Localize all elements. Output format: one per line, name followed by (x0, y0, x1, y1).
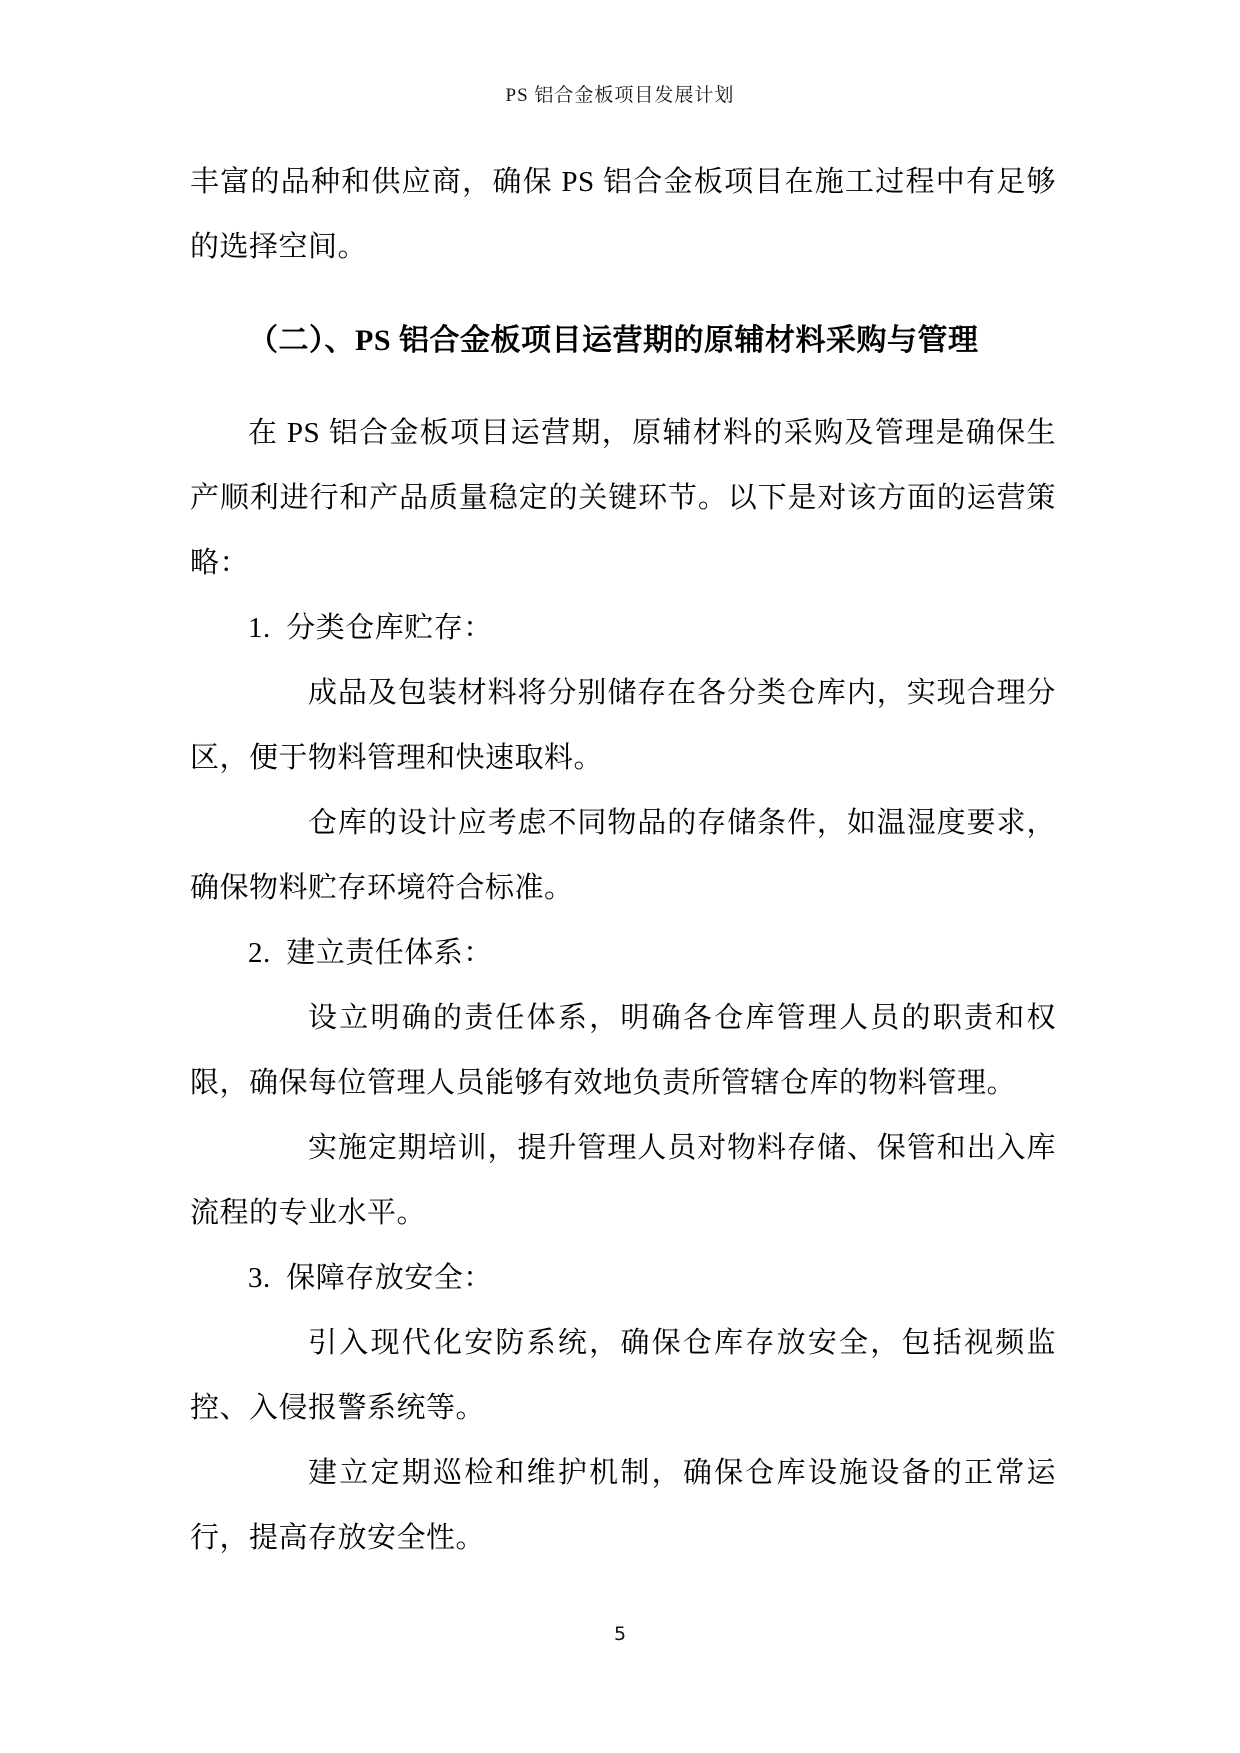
page-number: 5 (613, 1623, 627, 1645)
section-heading: （二）、PS 铝合金板项目运营期的原辅材料采购与管理 (248, 324, 979, 357)
sub-paragraph: 设立明确的责任体系，明确各仓库管理人员的职责和权限，确保每位管理人员能够有效地负责所管辖仓库的物料管理。 (190, 1002, 1056, 1099)
sub-paragraph: 仓库的设计应考虑不同物品的存储条件，如温湿度要求，确保物料贮存环境符合标准。 (190, 807, 1056, 904)
paragraph-continued: 丰富的品种和供应商，确保 PS 铝合金板项目在施工过程中有足够的选择空间。 (190, 166, 1056, 263)
numbered-item: 2. 建立责任体系： (248, 937, 493, 969)
document-header-title: PS 铝合金板项目发展计划 (505, 85, 735, 106)
sub-paragraph: 实施定期培训，提升管理人员对物料存储、保管和出入库流程的专业水平。 (190, 1132, 1056, 1229)
sub-paragraph: 引入现代化安防系统，确保仓库存放安全，包括视频监控、入侵报警系统等。 (190, 1327, 1056, 1424)
numbered-item: 1. 分类仓库贮存： (248, 612, 493, 644)
sub-paragraph: 建立定期巡检和维护机制，确保仓库设施设备的正常运行，提高存放安全性。 (190, 1457, 1056, 1554)
numbered-item: 3. 保障存放安全： (248, 1262, 493, 1294)
document-body (190, 150, 1056, 1571)
sub-paragraph: 成品及包装材料将分别储存在各分类仓库内，实现合理分区，便于物料管理和快速取料。 (190, 677, 1056, 774)
paragraph: 在 PS 铝合金板项目运营期，原辅材料的采购及管理是确保生产顺利进行和产品质量稳定的关键环节。以下是对该方面的运营策略： (190, 417, 1056, 579)
